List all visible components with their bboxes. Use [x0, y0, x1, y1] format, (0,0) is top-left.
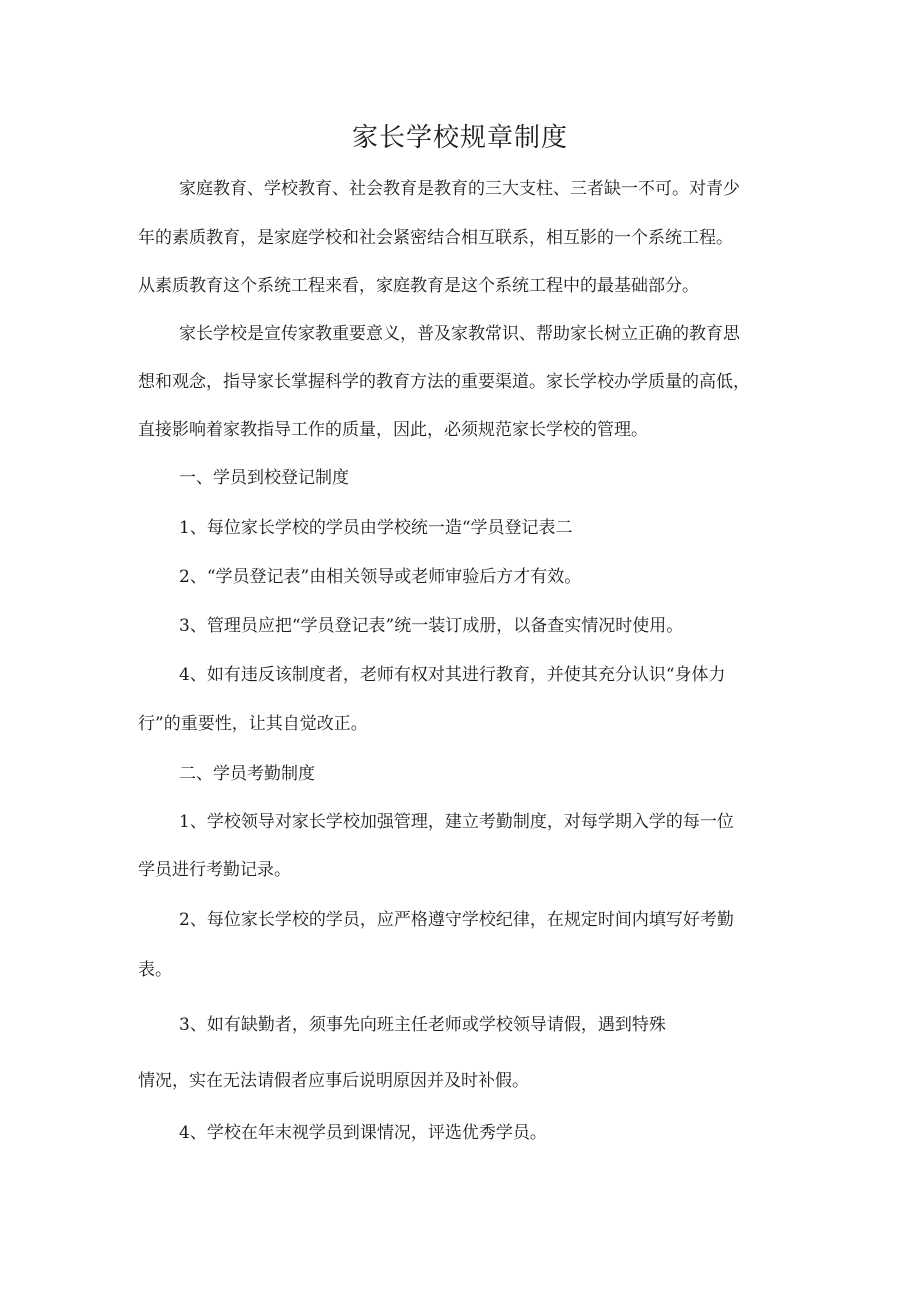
section1-item-2: 2、“学员登记表”由相关领导或老师审验后方才有效。: [179, 567, 582, 587]
document-title: 家长学校规章制度: [351, 123, 568, 153]
section2-heading: 二、学员考勤制度: [179, 764, 315, 784]
intro-line-1: 家庭教育、学校教育、社会教育是教育的三大支柱、三者缺一不可。对青少: [179, 179, 740, 199]
purpose-line-3: 直接影响着家教指导工作的质量，因此，必须规范家长学校的管理。: [138, 420, 648, 440]
section1-item-3: 3、管理员应把“学员登记表”统一装订成册，以备查实情况时使用。: [179, 616, 684, 636]
purpose-line-2: 想和观念，指导家长掌握科学的教育方法的重要渠道。家长学校办学质量的高低，: [138, 372, 750, 392]
section2-item-3-line-2: 情况，实在无法请假者应事后说明原因并及时补假。: [138, 1071, 529, 1091]
intro-line-2: 年的素质教育，是家庭学校和社会紧密结合相互联系，相互影的一个系统工程。: [138, 228, 733, 248]
section2-item-4: 4、学校在年末视学员到课情况，评选优秀学员。: [179, 1123, 547, 1143]
section1-item-1: 1、每位家长学校的学员由学校统一造“学员登记表二: [179, 518, 573, 538]
section2-item-1-line-1: 1、学校领导对家长学校加强管理，建立考勤制度，对每学期入学的每一位: [179, 812, 734, 832]
section1-item-4-line-1: 4、如有违反该制度者，老师有权对其进行教育，并使其充分认识“身体力: [179, 665, 726, 685]
section1-item-4-line-2: 行”的重要性，让其自觉改正。: [138, 714, 368, 734]
purpose-line-1: 家长学校是宣传家教重要意义，普及家教常识、帮助家长树立正确的教育思: [179, 324, 740, 344]
intro-line-3: 从素质教育这个系统工程来看，家庭教育是这个系统工程中的最基础部分。: [138, 276, 699, 296]
section2-item-1-line-2: 学员进行考勤记录。: [138, 860, 291, 880]
section1-heading: 一、学员到校登记制度: [179, 468, 349, 488]
section2-item-2-line-2: 表。: [138, 960, 172, 980]
section2-item-2-line-1: 2、每位家长学校的学员，应严格遵守学校纪律，在规定时间内填写好考勤: [179, 910, 734, 930]
section2-item-3-line-1: 3、如有缺勤者，须事先向班主任老师或学校领导请假，遇到特殊: [179, 1015, 666, 1035]
